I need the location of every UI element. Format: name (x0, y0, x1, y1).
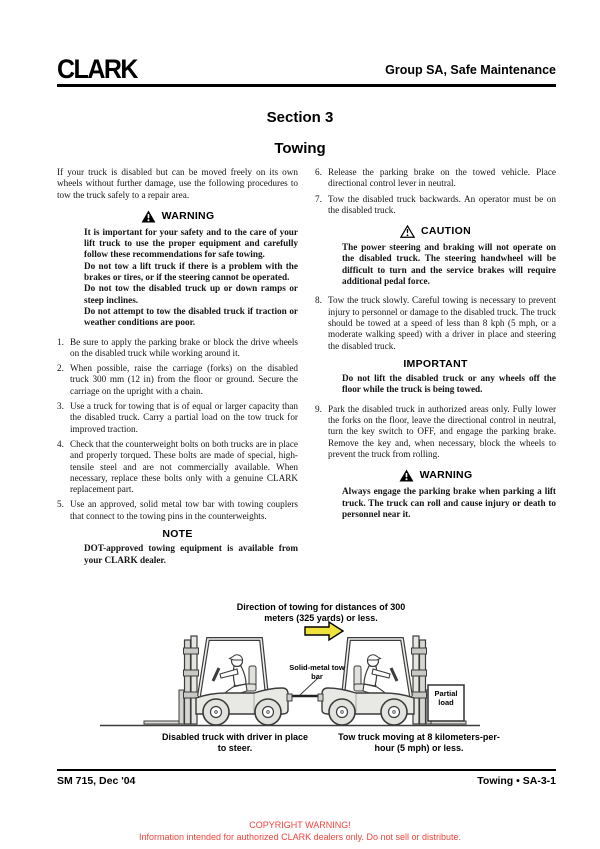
section-number: Section 3 (266, 109, 334, 126)
warning-text: Do not attempt to tow the disabled truck if traction or weather conditions are poor. (84, 305, 298, 328)
item-text: Be sure to apply the parking brake or block the drive wheels on the disabled truck while working around it. (70, 336, 298, 358)
list-item (315, 404, 556, 460)
item-text: Park the disabled truck in authorized areas only. Fully lower the forks on the floor, leave the directional control in neutral, turn the key switch to OFF, and engage the parking brake. Remove the key and, when necessary, block the wheels to prevent the truck from rolling. (328, 403, 556, 459)
partial-load-label: Partial load (434, 689, 458, 707)
item-text: Use an approved, solid metal tow bar with towing couplers that connect to the towing pins in the counterweights. (70, 499, 298, 521)
procedure-list-left (57, 337, 298, 522)
warning-heading (57, 210, 298, 223)
item-text: Check that the counterweight bolts on both trucks are in place and properly torqued. These bolts are made of special, high-tensile steel and are not commercially available. When necessary, replace these bolts only with a genuine CLARK replacement part. (70, 438, 298, 495)
warning-text: Do not tow the disabled truck up or down ramps or steep inclines. (84, 283, 298, 305)
page-title: Towing (274, 140, 326, 157)
list-item (57, 401, 298, 435)
intro-paragraph: If your truck is disabled but can be moved freely on its own wheels without further damage, use the following procedures to tow the truck safely to a repair area. (57, 167, 298, 200)
note-text: DOT-approved towing equipment is available from your CLARK dealer. (84, 543, 298, 565)
copyright-warning-line2: Information intended for authorized CLARK dealers only. Do not sell or distribute. (138, 832, 461, 842)
caution-text: The power steering and braking will not operate on the disabled truck. The steering handwheel will be difficult to turn and the service brakes will require additional pedal force. (342, 242, 556, 287)
list-item (57, 439, 298, 495)
item-text: Tow the truck slowly. Careful towing is necessary to prevent injury to personnel or damage to the disabled truck. The truck should be towed at a speed of less than 8 kph (5 mph, or a moderate walking speed) with a driver in place and steering the disabled truck. (328, 295, 556, 351)
clark-logo: CLARK (57, 54, 137, 85)
list-item (315, 295, 556, 351)
item-text: When possible, raise the carriage (forks) on the disabled truck 300 mm (12 in) from the floor or ground. Secure the carriage on the upright with a chain. (70, 363, 298, 396)
caution-heading (315, 225, 556, 238)
list-item (315, 167, 556, 190)
warning-label: WARNING (419, 469, 473, 482)
item-number: 9. (315, 403, 322, 414)
important-text: Do not lift the disabled truck or any wheels off the floor while the truck is being towed. (342, 373, 556, 395)
left-column (57, 167, 298, 566)
direction-arrow-icon (305, 622, 343, 640)
warning-text: Always engage the parking brake when parking a lift truck. The truck can roll and cause injury or death to personnel near it. (342, 486, 556, 519)
diagram-caption-right: Tow truck moving at 8 kilometers-per-hour (5 mph) or less. (338, 732, 500, 753)
item-number: 8. (315, 295, 322, 306)
body-columns (57, 167, 556, 566)
warning-icon (141, 210, 156, 223)
important-heading: IMPORTANT (403, 357, 468, 370)
warning-heading (315, 469, 556, 482)
item-number: 7. (315, 193, 322, 204)
item-number: 2. (57, 363, 64, 374)
tow-bar-label: Solid-metal tow bar (289, 663, 345, 681)
list-item (315, 194, 556, 217)
diagram-caption-left: Disabled truck with driver in place to steer. (161, 732, 309, 753)
right-column (315, 167, 556, 566)
item-number: 4. (57, 438, 64, 449)
disabled-truck (144, 636, 292, 725)
caution-icon (400, 225, 415, 238)
list-item (57, 363, 298, 397)
item-text: Tow the disabled truck backwards. An operator must be on the disabled truck. (328, 193, 556, 215)
group-title: Group SA, Safe Maintenance (385, 63, 556, 77)
footer-page-number: Towing • SA-3-1 (477, 775, 556, 787)
header-rule (57, 84, 556, 87)
warning-text: Do not tow a lift truck if there is a problem with the brakes or tires, or if the steering cannot be operated. (84, 260, 298, 283)
item-text: Release the parking brake on the towed vehicle. Place directional control lever in neutral. (328, 167, 556, 189)
footer-doc-number: SM 715, Dec '04 (57, 775, 136, 787)
item-number: 3. (57, 401, 64, 412)
list-item (57, 499, 298, 522)
item-number: 6. (315, 167, 322, 177)
list-item (57, 337, 298, 360)
caution-label: CAUTION (421, 225, 471, 238)
item-number: 1. (57, 336, 64, 347)
copyright-warning-line1: COPYRIGHT WARNING! (249, 820, 351, 830)
warning-icon (399, 469, 414, 482)
warning-text: It is important for your safety and to the care of your lift truck to use the proper equipment and carefully follow these recommendations for safe towing. (84, 226, 298, 260)
diagram-caption-top: Direction of towing for distances of 300 meters (325 yards) or less. (236, 602, 406, 623)
warning-label: WARNING (161, 209, 215, 222)
towing-diagram (0, 596, 600, 766)
item-number: 5. (57, 499, 64, 510)
item-text: Use a truck for towing that is of equal or larger capacity than the disabled truck. Carry a partial load on the tow truck for improved traction. (70, 401, 298, 434)
footer-rule (57, 769, 556, 771)
note-heading: NOTE (162, 528, 193, 541)
